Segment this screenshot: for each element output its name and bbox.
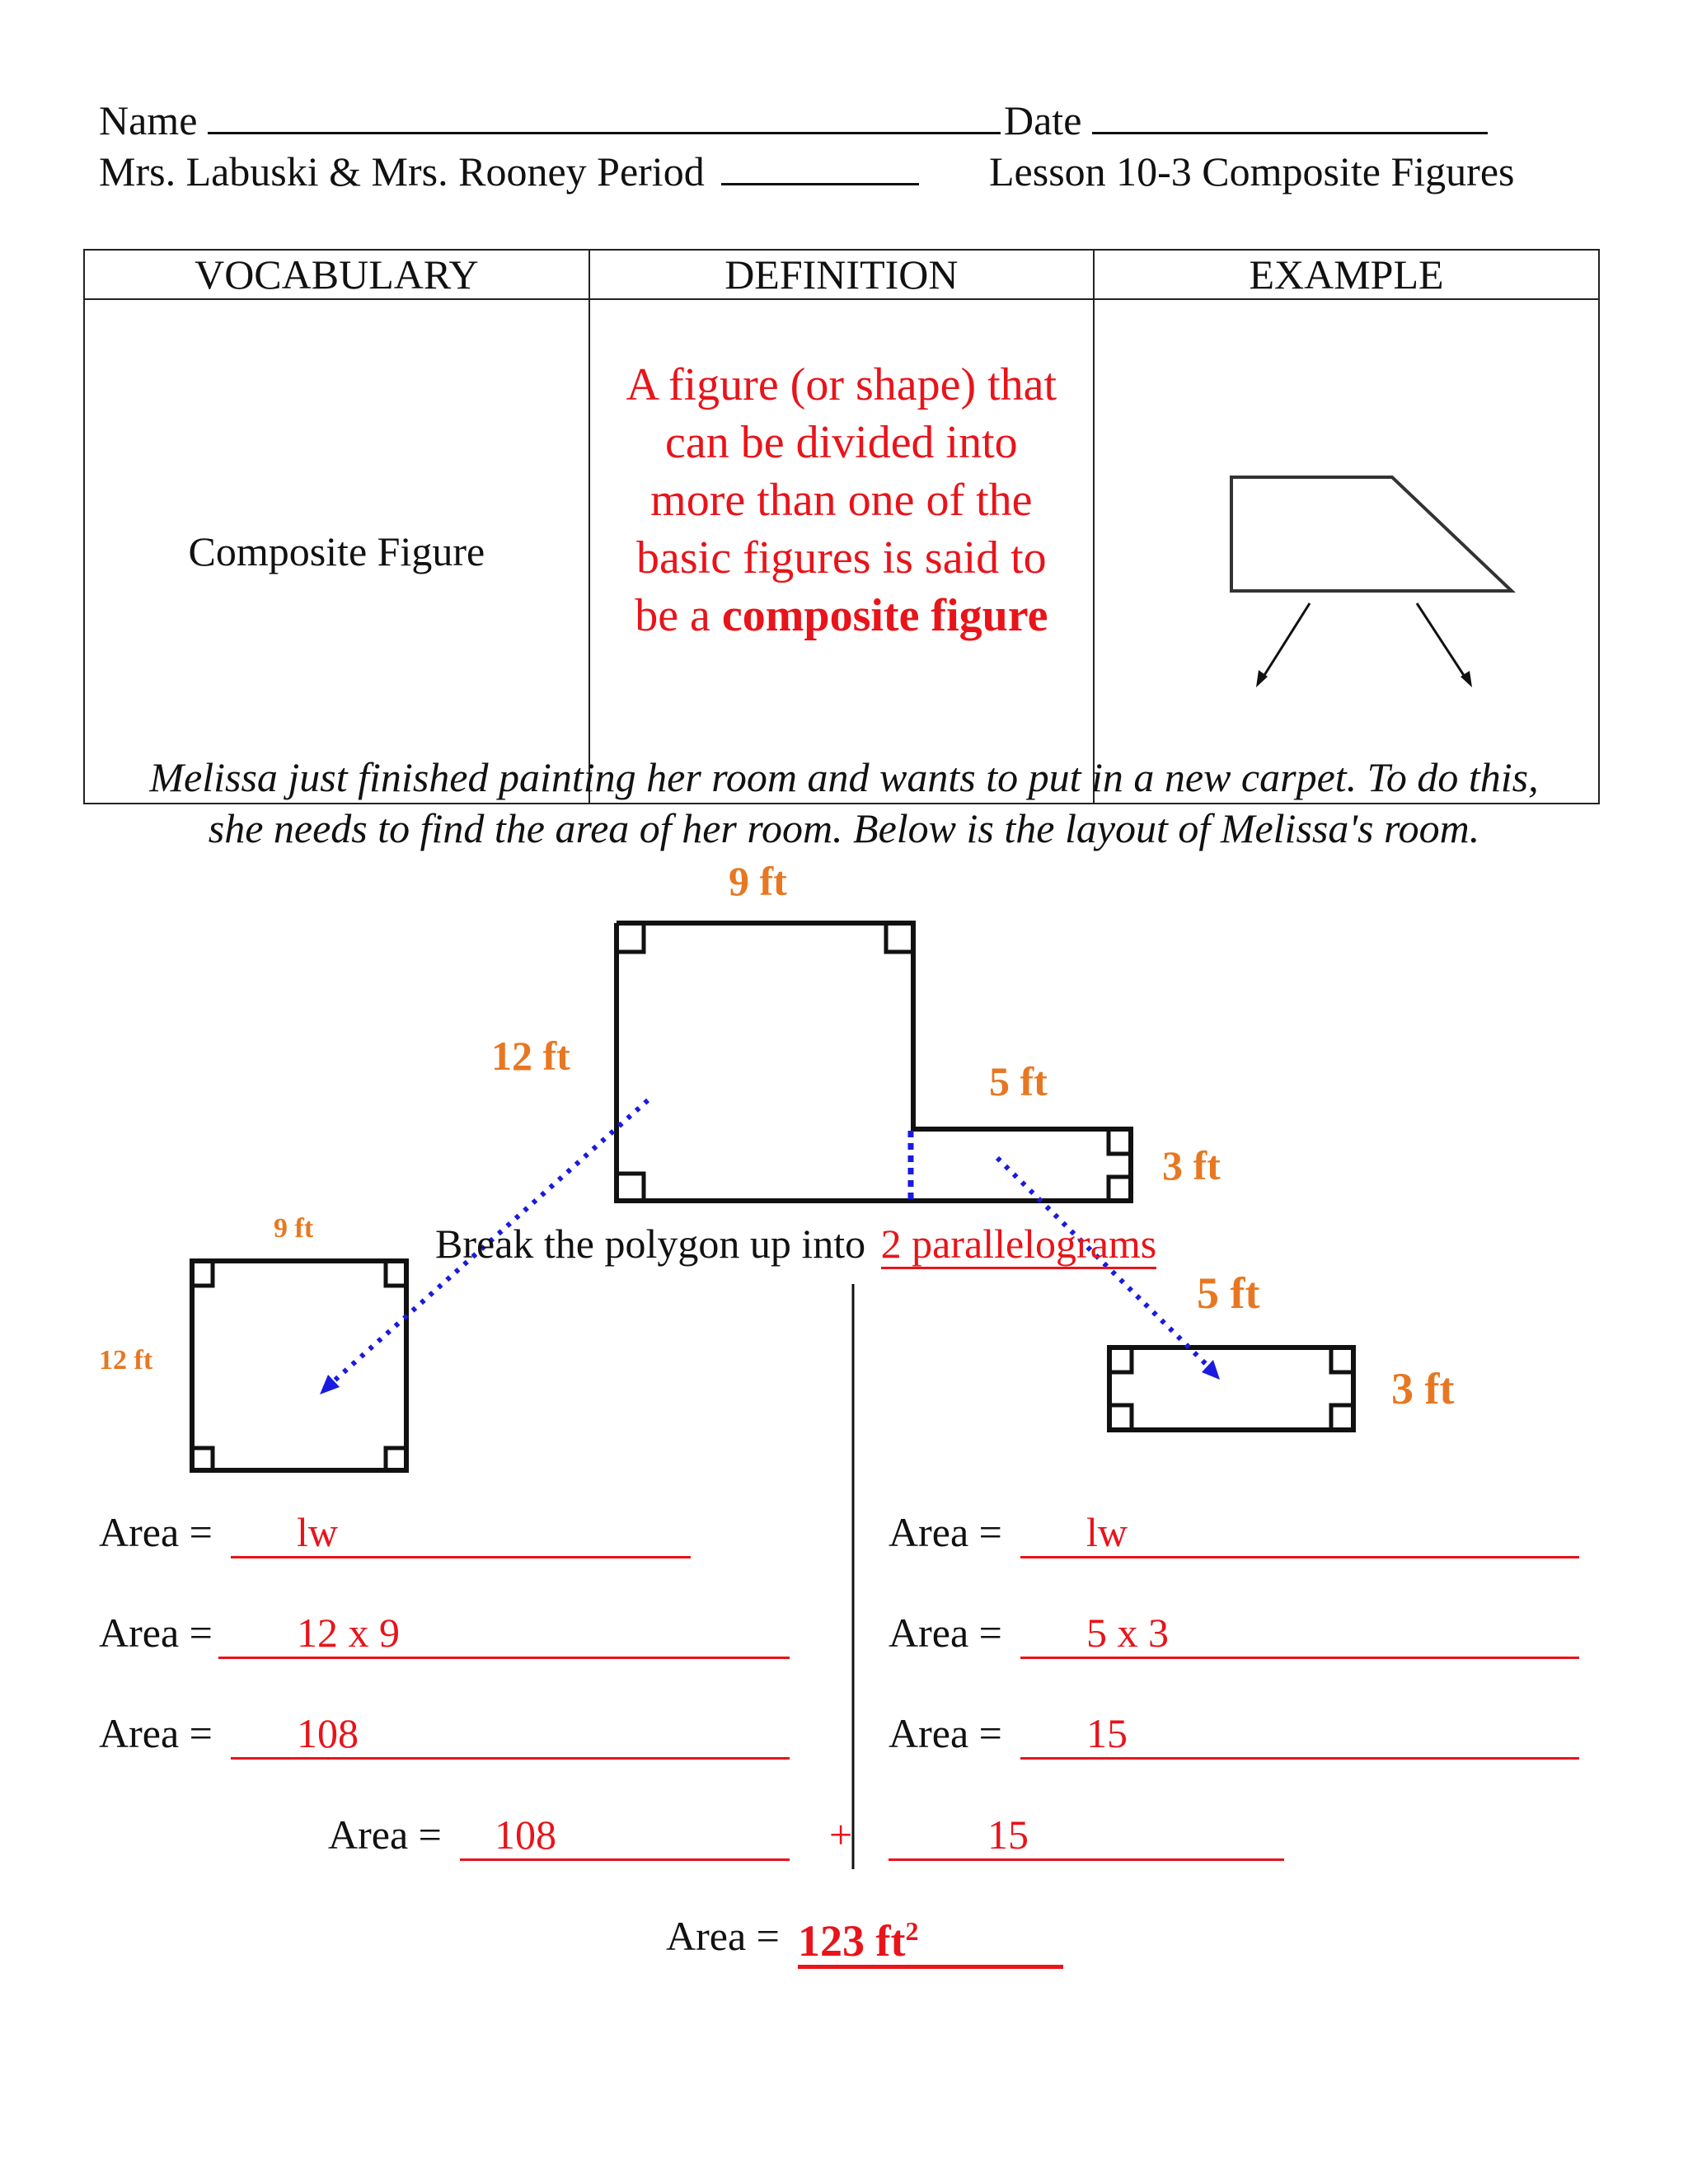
teachers-label: Mrs. Labuski & Mrs. Rooney Period (99, 148, 705, 194)
left-area-answer-3[interactable]: 108 (231, 1709, 790, 1760)
story-line-1: Melissa just finished painting her room and wants to put in a new carpet. To do this, (149, 754, 1539, 800)
lesson-title: Lesson 10-3 Composite Figures (989, 148, 1515, 194)
plus-sign: + (829, 1811, 853, 1858)
story-line-2: she needs to find the area of her room. Below is the layout of Melissa's room. (208, 805, 1480, 851)
name-label: Name (99, 97, 198, 143)
right-angle-mark (1331, 1405, 1351, 1427)
left-piece-top-dimension: 9 ft (274, 1213, 314, 1244)
left-piece-rectangle (192, 1261, 406, 1470)
right-piece-right-dimension: 3 ft (1391, 1364, 1455, 1413)
left-area-answer-1[interactable]: lw (231, 1508, 691, 1558)
right-angle-mark (195, 1263, 213, 1286)
room-outline (617, 923, 1131, 1201)
instruction-line (435, 1220, 1156, 1268)
total-area-value: 123 ft (798, 1916, 906, 1966)
right-area-answer-2[interactable]: 5 x 3 (1020, 1609, 1579, 1659)
definition-line: can be divided into (665, 417, 1018, 468)
right-piece-top-dimension: 5 ft (1197, 1268, 1260, 1318)
instruction-text: Break the polygon up into (435, 1221, 866, 1267)
left-area-answer-2[interactable]: 12 x 9 (218, 1609, 790, 1659)
definition-line: more than one of the (650, 475, 1033, 526)
room-top-dimension: 9 ft (729, 858, 787, 904)
left-piece-left-dimension: 12 ft (99, 1345, 153, 1376)
left-area-label-1: Area = (99, 1509, 213, 1555)
term-text: Composite Figure (188, 528, 485, 574)
definition-line: basic figures is said to (636, 532, 1047, 583)
sum-area-label: Area = (328, 1811, 442, 1858)
right-angle-mark (886, 926, 911, 952)
total-area-label: Area = (666, 1913, 780, 1959)
room-left-dimension: 12 ft (491, 1033, 570, 1079)
right-angle-mark (1112, 1405, 1132, 1427)
date-label: Date (1004, 97, 1082, 143)
header-definition: DEFINITION (589, 250, 1094, 299)
total-area-answer[interactable] (798, 1907, 1063, 1969)
right-angle-mark (386, 1263, 404, 1286)
instruction-answer: 2 parallelograms (881, 1221, 1157, 1269)
definition-prefix: be a (635, 590, 710, 641)
right-angle-mark (195, 1448, 213, 1468)
definition-bold-term: composite figure (721, 590, 1048, 641)
right-angle-mark (1109, 1177, 1128, 1198)
right-angle-mark (1109, 1132, 1128, 1154)
definition-line: A figure (or shape) that (626, 359, 1057, 410)
left-area-label-3: Area = (99, 1710, 213, 1756)
total-area-exponent: 2 (905, 1916, 919, 1946)
right-area-answer-1[interactable]: lw (1020, 1508, 1579, 1558)
right-angle-mark (1112, 1350, 1132, 1372)
right-piece-rectangle (1109, 1347, 1353, 1430)
right-angle-mark (386, 1448, 404, 1468)
right-area-label-2: Area = (889, 1610, 1002, 1656)
left-area-label-2: Area = (99, 1610, 213, 1656)
sum-right-answer[interactable]: 15 (889, 1811, 1284, 1861)
header-vocabulary: VOCABULARY (84, 250, 589, 299)
right-angle-mark (619, 926, 644, 952)
room-small-top-dimension: 5 ft (989, 1058, 1048, 1104)
right-area-answer-3[interactable]: 15 (1020, 1709, 1579, 1760)
room-small-right-dimension: 3 ft (1162, 1142, 1221, 1188)
header-example: EXAMPLE (1094, 250, 1599, 299)
right-area-label-1: Area = (889, 1509, 1002, 1555)
right-area-label-3: Area = (889, 1710, 1002, 1756)
sum-left-answer[interactable]: 108 (460, 1811, 790, 1861)
right-angle-mark (1331, 1350, 1351, 1372)
right-angle-mark (619, 1174, 644, 1198)
